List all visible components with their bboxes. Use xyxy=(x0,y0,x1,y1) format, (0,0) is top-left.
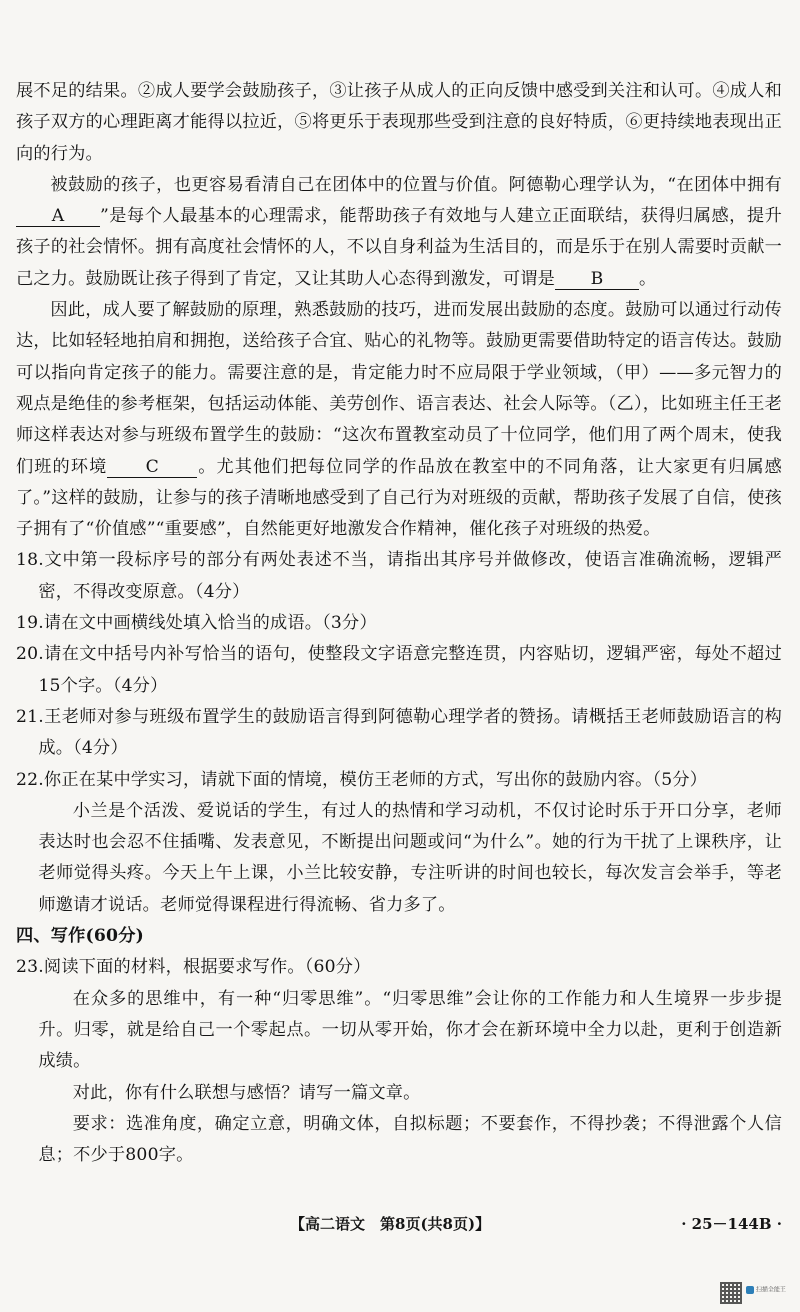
scanner-badge-label: 扫描全能王 xyxy=(755,1286,786,1294)
question-20: 20.请在文中括号内补写恰当的语句，使整段文字语意完整连贯，内容贴切，逻辑严密，每处不超过15个字。（4分） xyxy=(16,644,782,696)
scanner-logo-icon xyxy=(746,1286,754,1294)
blank-b: B xyxy=(555,269,639,290)
writing-material: 在众多的思维中，有一种“归零思维”。“归零思维”会让你的工作能力和人生境界一步步提升。归零，就是给自己一个零起点。一切从零开始，你才会在新环境中全力以赴，更利于创造新成绩。 xyxy=(38,988,782,1072)
question-19: 19.请在文中画横线处填入恰当的成语。（3分） xyxy=(16,613,377,634)
writing-requirements: 要求：选准角度，确定立意，明确文体，自拟标题；不要套作，不得抄袭；不得泄露个人信息；不少于800字。 xyxy=(38,1113,782,1166)
paragraph-3 xyxy=(16,295,782,545)
paragraph-2-text-b: ”是每个人最基本的心理需求，能帮助孩子有效地与人建立正面联结，获得归属感，提升孩子的社会情怀。拥有高度社会情怀的人，不以自身利益为生活目的，而是乐于在别人需要时贡献一己之力。鼓励既让孩子得到了肯定，又让其助人心态得到激发，可谓是 xyxy=(16,206,782,289)
paragraph-3-text-b: 。尤其他们把每位同学的作品放在教室中的不同角落，让大家更有归属感了。”这样的鼓励，让参与的孩子清晰地感受到了自己行为对班级的贡献，帮助孩子发展了自信，使孩子拥有了“价值感”“重要感”，自然能更好地激发合作精神，催化孩子对班级的热爱。 xyxy=(16,456,782,540)
question-22-scene: 小兰是个活泼、爱说话的学生，有过人的热情和学习动机，不仅讨论时乐于开口分享，老师表达时也会忍不住插嘴、发表意见，不断提出问题或问“为什么”。她的行为干扰了上课秩序，让老师觉得头疼。今天上午上课，小兰比较安静，专注听讲的时间也较长，每次发言会举手，等老师邀请才说话。老师觉得课程进行得流畅、省力多了。 xyxy=(38,800,782,915)
scanner-badge xyxy=(746,1286,792,1302)
footer-exam-code: · 25－144B · xyxy=(681,1215,782,1233)
question-18: 18.文中第一段标序号的部分有两处表述不当，请指出其序号并做修改，使语言准确流畅，逻辑严密，不得改变原意。（4分） xyxy=(16,550,782,602)
blank-c: C xyxy=(107,457,197,478)
blank-a: A xyxy=(16,206,100,227)
question-21: 21.王老师对参与班级布置学生的鼓励语言得到阿德勒心理学者的赞扬。请概括王老师鼓励语言的构成。（4分） xyxy=(16,706,782,759)
page-content xyxy=(16,76,782,1171)
question-23: 23.阅读下面的材料，根据要求写作。（60分） xyxy=(16,957,371,978)
writing-prompt: 对此，你有什么联想与感悟？请写一篇文章。 xyxy=(72,1082,421,1103)
question-22: 22.你正在某中学实习，请就下面的情境，模仿王老师的方式，写出你的鼓励内容。（5分） xyxy=(16,769,708,790)
footer-page-label: 【高二语文 第8页(共8页)】 xyxy=(290,1215,491,1233)
page-footer xyxy=(0,1213,800,1241)
paragraph-2-text-c: 。 xyxy=(639,268,657,289)
paragraph-2 xyxy=(16,170,782,295)
writing-section-title: 四、写作(60分) xyxy=(16,926,144,947)
paragraph-2-text-a: 被鼓励的孩子，也更容易看清自己在团体中的位置与价值。阿德勒心理学认为，“在团体中拥有 xyxy=(50,174,782,195)
paragraph-3-text-a: 因此，成人要了解鼓励的原理，熟悉鼓励的技巧，进而发展出鼓励的态度。鼓励可以通过行动传达，比如轻轻地拍肩和拥抱，送给孩子合宜、贴心的礼物等。鼓励更需要借助特定的语言传达。鼓励可以指向肯定孩子的能力。需要注意的是，肯定能力时不应局限于学业领域，（甲）——多元智力的观点是绝佳的参考框架，包括运动体能、美劳创作、语言表达、社会人际等。（乙），比如班主任王老师这样表达对参与班级布置学生的鼓励：“这次布置教室动员了十位同学，他们用了两个周末，使我们班的环境 xyxy=(16,300,782,477)
paragraph-1: 展不足的结果。②成人要学会鼓励孩子，③让孩子从成人的正向反馈中感受到关注和认可。④成人和孩子双方的心理距离才能得以拉近，⑤将更乐于表现那些受到注意的良好特质，⑥更持续地表现出正向的行为。 xyxy=(16,81,782,164)
qr-code-icon xyxy=(720,1282,742,1304)
